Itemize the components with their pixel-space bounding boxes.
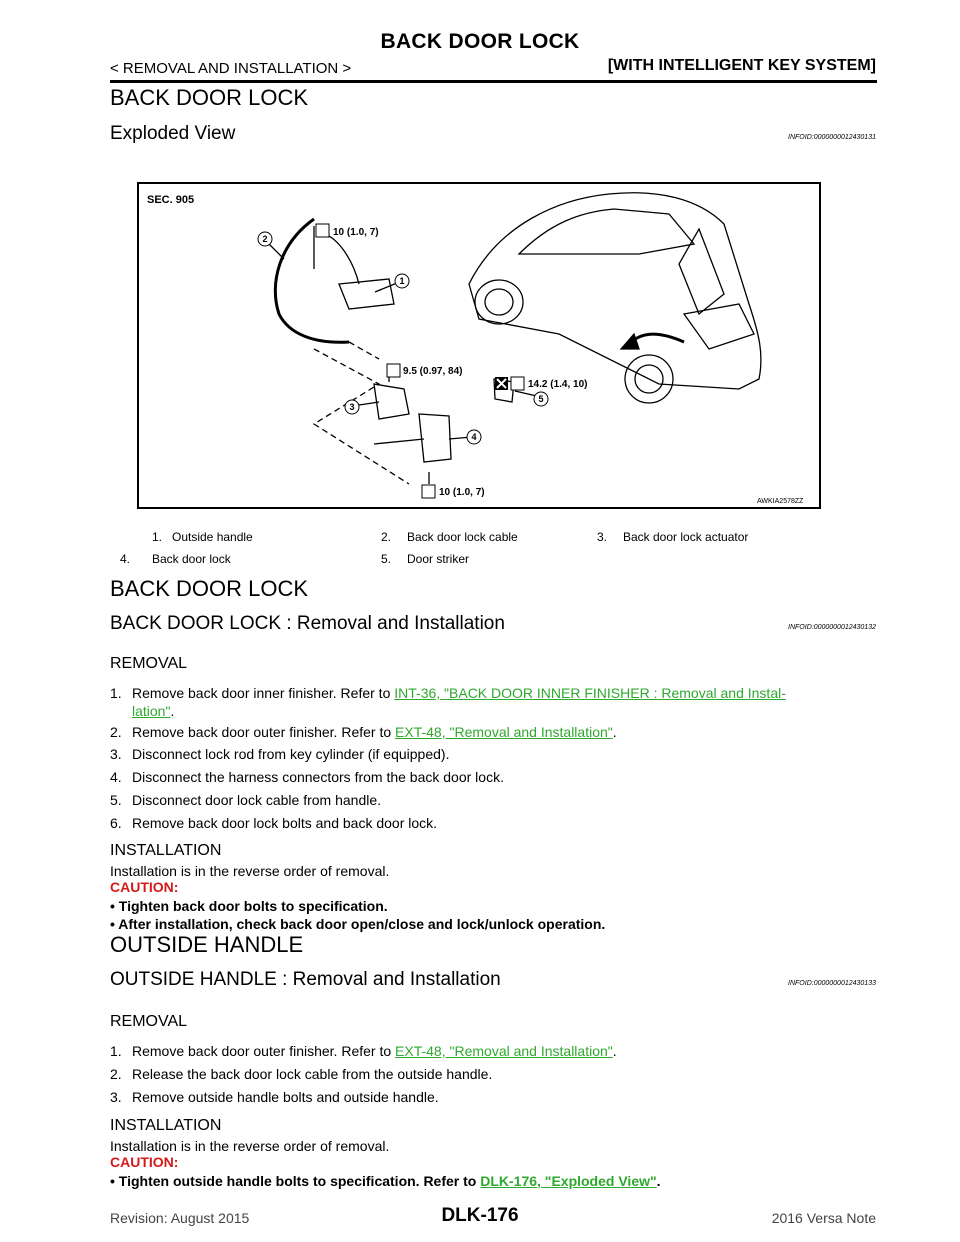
footer-model: 2016 Versa Note [771, 1210, 876, 1226]
torque-icon-4 [422, 485, 435, 498]
installation-text: Installation is in the reverse order of removal. [110, 863, 390, 879]
header-qualifier: [WITH INTELLIGENT KEY SYSTEM] [607, 57, 876, 74]
link-int-36-cont[interactable]: lation" [132, 703, 171, 719]
header-divider [110, 80, 877, 83]
removal-heading-2: REMOVAL [110, 1013, 188, 1030]
link-ext-48[interactable]: EXT-48, "Removal and Installation" [395, 724, 613, 740]
link-int-36[interactable]: INT-36, "BACK DOOR INNER FINISHER : Removal and Instal- [394, 685, 786, 701]
callout-4: 4 [471, 432, 477, 442]
exploded-view-figure [137, 182, 821, 509]
caution-label-2: CAUTION: [110, 1154, 179, 1170]
footer-revision: Revision: August 2015 [110, 1210, 250, 1226]
outside-handle-removal-title: OUTSIDE HANDLE : Removal and Installation [110, 969, 501, 990]
section-number: SEC. 905 [147, 194, 195, 206]
infoid-removal: INFOID:0000000012430132 [788, 624, 876, 631]
actuator-part [374, 384, 409, 419]
callout-3: 3 [349, 402, 355, 412]
torque-icon-2 [387, 364, 400, 377]
removal-heading: REMOVAL [110, 655, 188, 672]
link-ext-48-2[interactable]: EXT-48, "Removal and Installation" [395, 1043, 613, 1059]
outside-handle-part [339, 279, 394, 309]
removal-step-5: 5. Disconnect door lock cable from handle. [110, 792, 382, 808]
installation-text-2: Installation is in the reverse order of removal. [110, 1138, 390, 1154]
legend-item-4: 4. Back door lock [120, 552, 231, 566]
oh-removal-step-3: 3. Remove outside handle bolts and outside handle. [110, 1089, 439, 1105]
caution-bullet-oh: • Tighten outside handle bolts to specification. Refer to DLK-176, "Exploded View". [110, 1173, 661, 1189]
callout-1: 1 [399, 276, 405, 286]
callout-5: 5 [538, 394, 544, 404]
torque-label-2: 9.5 (0.97, 84) [403, 366, 463, 377]
caution-label: CAUTION: [110, 879, 179, 895]
exploded-view-title: Exploded View [110, 123, 236, 144]
figure-code: AWKIA2578ZZ [757, 498, 804, 505]
legend-item-5: 5. Door striker [381, 552, 470, 566]
infoid-exploded: INFOID:0000000012430131 [788, 134, 876, 141]
page-number: DLK-176 [441, 1205, 519, 1226]
installation-heading: INSTALLATION [110, 842, 222, 859]
removal-step-1-cont: lation". [132, 703, 175, 719]
oh-removal-step-2: 2. Release the back door lock cable from the outside handle. [110, 1066, 493, 1082]
removal-step-2: 2. Remove back door outer finisher. Refer to EXT-48, "Removal and Installation". [110, 724, 617, 740]
torque-label-3: 14.2 (1.4, 10) [528, 379, 588, 390]
link-dlk-176[interactable]: DLK-176, "Exploded View" [480, 1173, 657, 1189]
page-header-title: BACK DOOR LOCK [380, 30, 580, 53]
breadcrumb: < REMOVAL AND INSTALLATION > [110, 60, 352, 77]
section-title-back-door-lock: BACK DOOR LOCK [110, 85, 309, 110]
lock-part [419, 414, 451, 462]
torque-icon-3 [511, 377, 524, 390]
removal-step-6: 6. Remove back door lock bolts and back door lock. [110, 815, 438, 831]
section-title-back-door-lock-2: BACK DOOR LOCK [110, 576, 309, 601]
torque-label-1: 10 (1.0, 7) [333, 227, 379, 238]
front-wheel [475, 280, 523, 324]
legend-item-3: 3. Back door lock actuator [597, 530, 749, 544]
car-body-outline [469, 193, 761, 389]
oh-removal-step-1: 1. Remove back door outer finisher. Refer to EXT-48, "Removal and Installation". [110, 1043, 617, 1059]
removal-step-1: 1. Remove back door inner finisher. Refer to INT-36, "BACK DOOR INNER FINISHER : Removal and Instal- [110, 685, 786, 701]
torque-label-4: 10 (1.0, 7) [439, 487, 485, 498]
legend-item-2: 2. Back door lock cable [381, 530, 518, 544]
caution-bullet-2: • After installation, check back door open/close and lock/unlock operation. [110, 916, 606, 932]
legend-item-1: 1. Outside handle [152, 530, 253, 544]
section-title-outside-handle: OUTSIDE HANDLE [110, 932, 304, 957]
torque-icon-1 [316, 224, 329, 237]
installation-heading-2: INSTALLATION [110, 1117, 222, 1134]
removal-installation-title: BACK DOOR LOCK : Removal and Installation [110, 613, 505, 634]
infoid-outside-handle: INFOID:0000000012430133 [788, 980, 876, 987]
removal-step-4: 4. Disconnect the harness connectors from the back door lock. [110, 769, 504, 785]
caution-bullet-1: • Tighten back door bolts to specification. [110, 898, 388, 914]
callout-2: 2 [262, 234, 268, 244]
exploded-view-drawing [139, 184, 819, 507]
removal-step-3: 3. Disconnect lock rod from key cylinder (if equipped). [110, 746, 450, 762]
